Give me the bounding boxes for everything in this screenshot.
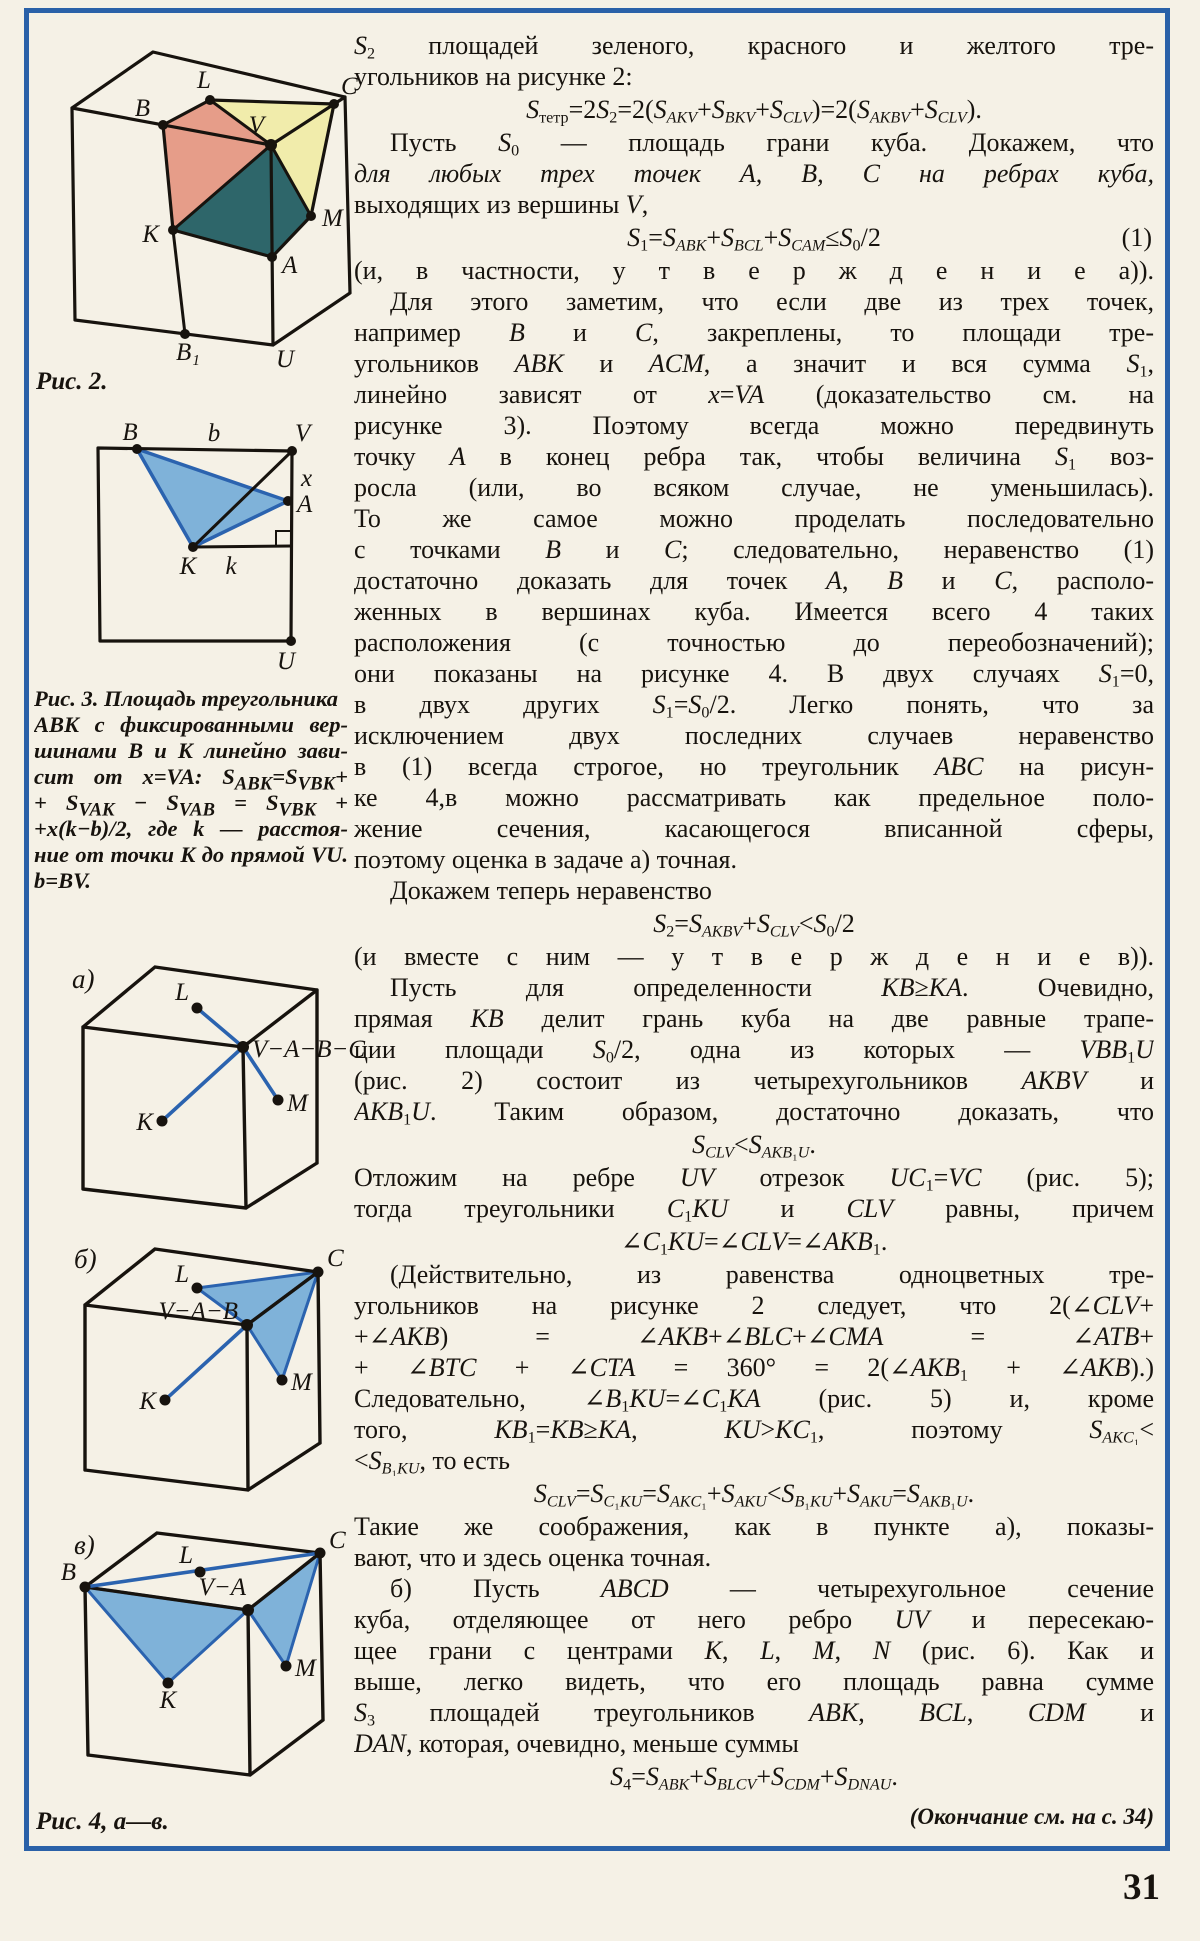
fig4a-label-VABC: V−A−B−C [252, 1036, 366, 1063]
text-line: в (1) всегда строгое, но треугольник ABC на рисун- [354, 752, 1154, 781]
fig2-label-M: M [322, 205, 343, 232]
fig3-caption-line: b=BV. [34, 868, 91, 893]
figure-4a-cube [52, 956, 366, 1234]
text-line: $S_3$ площадей треугольников ABK, BCL, CDM и [354, 1698, 1154, 1728]
equation-number: (1) [1121, 223, 1152, 252]
text-line: достаточно доказать для точек A, B и C, располо- [354, 566, 1154, 595]
fig3-label-B: B [122, 419, 138, 446]
text-line: угольников на рисунке 2: [354, 62, 633, 91]
text-line: Пусть для определенности KB≥KA. Очевидно, [390, 973, 1154, 1002]
text-line: угольников ABK и ACM, а значит и вся сумма $S_1$, [354, 349, 1154, 379]
text-line: То же самое можно проделать последовательно [354, 504, 1154, 533]
fig2-label-L: L [197, 67, 211, 94]
text-line: росла (или, во всяком случае, не уменьшилась). [354, 473, 1154, 502]
formula-line: $S_4=S_{ABK}+S_{BLCV}+S_{CDM}+S_{DNAU}$. [610, 1762, 898, 1794]
text-line: вают, что и здесь оценка точная. [354, 1543, 712, 1572]
fig4v-label-M: M [295, 1655, 316, 1682]
fig4a-blue-segments [162, 1008, 278, 1121]
fig4v-label-B: B [60, 1559, 76, 1586]
fig3-caption-line: ние от точки K до прямой VU. [34, 842, 348, 867]
fig2-label-V: V [248, 112, 264, 139]
fig3-caption-line: +x(k−b)/2, где k — расстоя- [34, 816, 348, 841]
fig4v-label-L: L [179, 1542, 193, 1569]
fig4b-label-K: K [139, 1388, 156, 1415]
text-line: выше, легко видеть, что его площадь равна сумме [354, 1667, 1154, 1696]
fig4v-tag: в) [74, 1530, 95, 1560]
text-line: например B и C, закреплены, то площади тре- [354, 318, 1154, 347]
text-line: Такие же соображения, как в пункте а), показы- [354, 1512, 1154, 1541]
text-line: расположения (с точностью до переобозначений); [354, 628, 1154, 657]
fig2-label-U: U [275, 346, 295, 373]
fig4b-tag: б) [74, 1244, 97, 1274]
continuation-note: (Окончание см. на с. 34) [909, 1804, 1154, 1829]
figure-4a-drawing [52, 956, 366, 1234]
fig3-label-A: A [297, 491, 313, 518]
text-line: с точками B и C; следовательно, неравенство (1) [354, 535, 1154, 564]
text-line: Для этого заметим, что если две из трех точек, [390, 287, 1154, 316]
figure-3-drawing [88, 419, 313, 675]
text-line: выходящих из вершины V, [354, 190, 649, 219]
text-line: для любых трех точек A, B, C на ребрах куба, [354, 159, 1154, 188]
text-line: $AKB_1U$. Таким образом, достаточно доказать, что [354, 1097, 1154, 1127]
fig2-label-B1: B₁ [176, 339, 200, 366]
fig4v-triangle-VCM [248, 1553, 320, 1666]
text-line: +∠AKB) = ∠AKB+∠BLC+∠CMA = ∠ATB+ [354, 1322, 1154, 1351]
figure-2-caption: Рис. 2. [36, 368, 108, 395]
text-line: точку A в конец ребра так, чтобы величина $S_1$ воз- [354, 442, 1154, 472]
text-line: прямая KB делит грань куба на две равные трапе- [354, 1004, 1154, 1033]
figure-3-square [88, 419, 313, 675]
formula-line: $S_{тетр}=2S_2=2(S_{AKV}+S_{BKV}+S_{CLV})=2(S_{AKBV}+S_{CLV})$. [526, 95, 982, 127]
text-line: (Действительно, из равенства одноцветных тре- [390, 1260, 1154, 1289]
text-line: рисунке 3). Поэтому всегда можно передвинуть [354, 411, 1154, 440]
fig4a-tag: а) [72, 964, 95, 994]
text-line: они показаны на рисунке 4. В двух случаях $S_1=0$, [354, 659, 1154, 689]
text-line: щее грани с центрами K, L, M, N (рис. 6). Как и [354, 1636, 1154, 1665]
text-line: б) Пусть ABCD — четырехугольное сечение [390, 1574, 1154, 1603]
text-line: Докажем теперь неравенство [390, 876, 712, 905]
fig2-label-B: B [134, 95, 150, 122]
fig4a-label-M: M [287, 1090, 308, 1117]
fig2-label-K: K [142, 221, 159, 248]
formula-line: $S_2=S_{AKBV}+S_{CLV}<S_0/2$ [653, 909, 855, 941]
fig4v-label-C: C [329, 1527, 346, 1554]
text-line: Следовательно, $\angle B_1KU=\angle C_1KA$ (рис. 5) и, кроме [354, 1384, 1154, 1414]
fig4v-triangle-BVK [85, 1587, 248, 1683]
text-line: в двух других $S_1=S_0/2$. Легко понять, что за [354, 690, 1154, 720]
fig3-label-k: k [225, 553, 237, 580]
fig3-label-x: x [301, 465, 313, 492]
page-number: 31 [1123, 1867, 1160, 1908]
text-line: $<S_{B_1KU}$, то есть [354, 1446, 510, 1476]
text-line: + ∠BTC + ∠CTA = $360^\circ = 2(\angle AKB_1$ + ∠AKB).) [354, 1353, 1154, 1383]
text-line: тогда треугольники $C_1KU$ и CLV равны, причем [354, 1194, 1154, 1224]
figure-2-cube-drawing [38, 30, 358, 373]
text-line: того, $KB_1=KB\ge KA$, $KU>KC_1$, поэтому $S_{AKC_1}<$ [354, 1415, 1154, 1445]
figure-4b-cube [52, 1240, 357, 1508]
text-line: Пусть $S_0$ — площадь грани куба. Докажем, что [390, 128, 1154, 158]
text-line: (рис. 2) состоит из четырехугольников AKBV и [354, 1066, 1154, 1095]
fig3-label-V: V [295, 420, 311, 447]
formula-line: $\angle C_1KU=\angle CLV=\angle AKB_1$. [620, 1227, 888, 1259]
fig3-right-angle-mark [276, 531, 291, 546]
fig3-label-b: b [207, 420, 221, 447]
fig4b-label-VAB: V−A−B [158, 1298, 238, 1325]
figure-4-caption: Рис. 4, а—в. [36, 1808, 169, 1835]
fig4b-label-M: M [291, 1369, 312, 1396]
fig3-caption-line: шинами B и K линейно зави- [34, 738, 348, 763]
fig3-caption-line: Рис. 3. Площадь треугольника [34, 686, 339, 711]
figure-4v-cube [52, 1526, 357, 1811]
fig2-label-C: C [341, 73, 358, 100]
figure-2-cube [38, 30, 358, 373]
figure-4v-drawing [52, 1526, 357, 1811]
fig4a-label-K: K [136, 1109, 153, 1136]
text-line: $S_2$ площадей зеленого, красного и желтого тре- [354, 31, 1154, 61]
text-line: жение сечения, касающегося вписанной сферы, [354, 814, 1154, 843]
text-line: поэтому оценка в задаче а) точная. [354, 845, 737, 874]
fig3-caption-line: + $S_{VAK} - S_{VAB} = S_{VBK}$ + [34, 790, 348, 816]
figure-4b-drawing [52, 1240, 357, 1508]
formula-line: $S_1=S_{ABK}+S_{BCL}+S_{CAM}\le S_0/2$ (1) [627, 223, 1152, 255]
article-text-column [354, 30, 1154, 1794]
fig4b-label-L: L [175, 1261, 189, 1288]
fig3-caption-line: ABK с фиксированными вер- [34, 712, 348, 737]
text-line: куба, отделяющее от него ребро UV и пересекаю- [354, 1605, 1154, 1634]
fig4v-label-VA: V−A [198, 1574, 246, 1601]
text-line: (и вместе с ним — у т в е р ж д е н и е в)). [354, 942, 1154, 971]
fig2-label-A: A [282, 252, 298, 279]
text-line: ции площади $S_0/2$, одна из которых — $VBB_1U$ [354, 1035, 1154, 1065]
fig4b-blue-segment [165, 1325, 247, 1400]
fig4a-label-L: L [175, 979, 189, 1006]
fig4v-label-K: K [159, 1687, 177, 1714]
fig3-label-K: K [179, 553, 197, 580]
formula-line: $S_{CLV}<S_{AKB_1U}$. [692, 1130, 816, 1162]
fig3-label-U: U [276, 648, 296, 675]
text-line: линейно зависят от x=VA (доказательство см. на [354, 380, 1154, 409]
text-line: Отложим на ребре UV отрезок $UC_1=VC$ (рис. 5); [354, 1163, 1154, 1193]
text-line: угольников на рисунке 2 следует, что 2(∠CLV+ [354, 1291, 1154, 1320]
fig4b-label-C: C [327, 1245, 344, 1272]
fig3-blue-triangle [137, 449, 288, 547]
figure-3-caption [34, 686, 348, 894]
text-line: исключением двух последних случаев неравенство [354, 721, 1154, 750]
text-line: DAN, которая, очевидно, меньше суммы [354, 1729, 799, 1758]
text-line: женных в вершинах куба. Имеется всего 4 таких [354, 597, 1154, 626]
fig3-caption-line: сит от x=VA: $S_{ABK}=S_{VBK}+$ [34, 764, 348, 790]
text-line: (и, в частности, у т в е р ж д е н и е а)). [354, 256, 1154, 285]
text-line: ке 4,в можно рассматривать как предельное поло- [354, 783, 1154, 812]
formula-line: $S_{CLV}=S_{C_1KU}=S_{AKC_1}+S_{AKU}<S_{B_1KU}+S_{AKU}=S_{AKB_1U}$. [533, 1479, 975, 1511]
